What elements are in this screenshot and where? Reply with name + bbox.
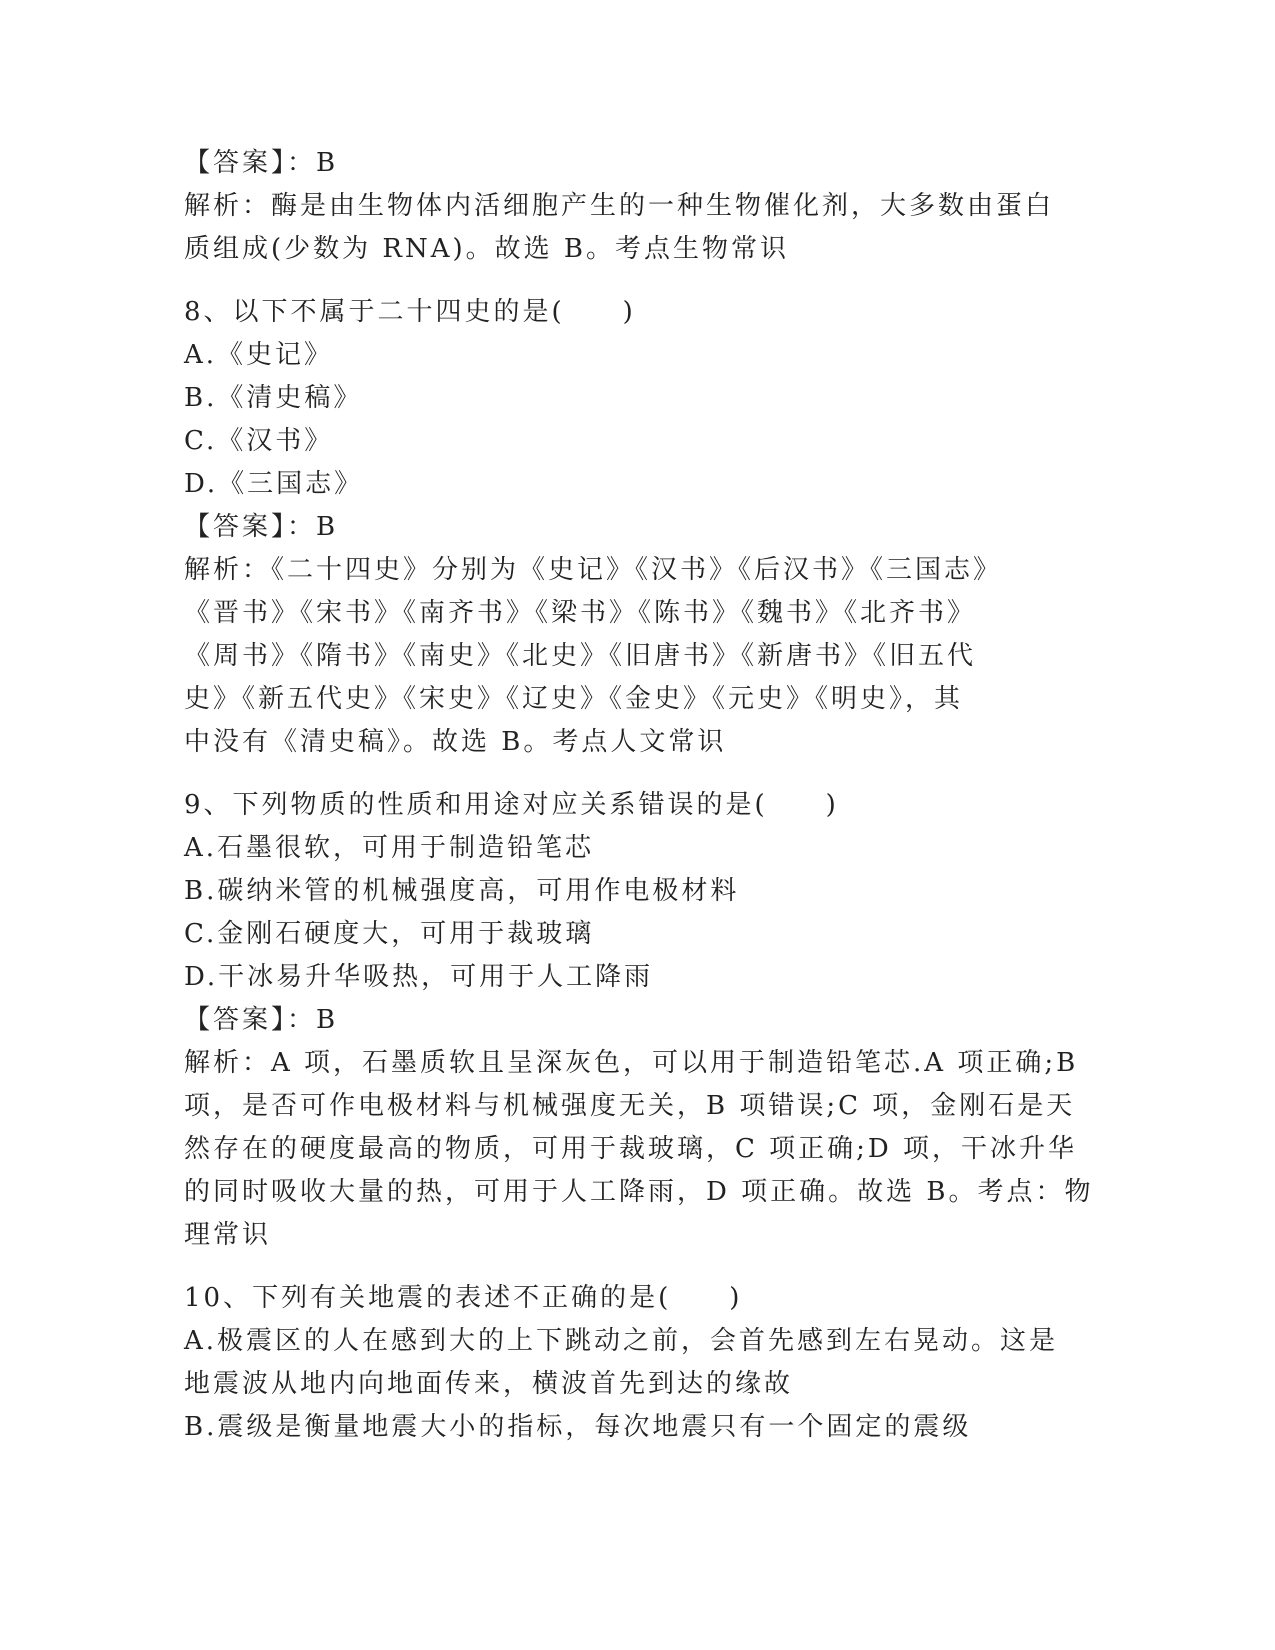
analysis-9-line-2: 项，是否可作电极材料与机械强度无关，B 项错误;C 项，金刚石是天 (184, 1091, 1076, 1121)
question-10-option-b: B.震级是衡量地震大小的指标，每次地震只有一个固定的震级 (184, 1412, 972, 1442)
question-9-option-b: B.碳纳米管的机械强度高，可用作电极材料 (184, 876, 740, 906)
answer-8: 【答案】：B (184, 512, 339, 542)
question-8-option-d: D.《三国志》 (184, 469, 364, 499)
document-page (184, 142, 1094, 1449)
analysis-9-line-5: 理常识 (184, 1220, 272, 1250)
analysis-8-line-5: 中没有《清史稿》。故选 B。考点人文常识 (184, 727, 727, 757)
question-10: 10、下列有关地震的表述不正确的是( ) (184, 1283, 743, 1313)
question-9-option-c: C.金刚石硬度大，可用于裁玻璃 (184, 919, 595, 949)
question-9-option-a: A.石墨很软，可用于制造铅笔芯 (184, 833, 595, 863)
question-9: 9、下列物质的性质和用途对应关系错误的是( ) (184, 790, 839, 820)
analysis-9-line-4: 的同时吸收大量的热，可用于人工降雨，D 项正确。故选 B。考点：物 (184, 1177, 1094, 1207)
analysis-8-line-2: 《晋书》《宋书》《南齐书》《梁书》《陈书》《魏书》《北齐书》 (184, 598, 977, 628)
analysis-8-line-1: 解析：《二十四史》分别为《史记》《汉书》《后汉书》《三国志》 (184, 555, 1003, 585)
analysis-7-line-2: 质组成(少数为 RNA)。故选 B。考点生物常识 (184, 234, 790, 264)
question-8: 8、以下不属于二十四史的是( ) (184, 297, 636, 327)
analysis-9-line-1: 解析：A 项，石墨质软且呈深灰色，可以用于制造铅笔芯.A 项正确;B (184, 1048, 1079, 1078)
analysis-9-line-3: 然存在的硬度最高的物质，可用于裁玻璃，C 项正确;D 项，干冰升华 (184, 1134, 1078, 1164)
answer-9: 【答案】：B (184, 1005, 339, 1035)
analysis-7-line-1: 解析：酶是由生物体内活细胞产生的一种生物催化剂，大多数由蛋白 (184, 191, 1055, 221)
question-9-option-d: D.干冰易升华吸热，可用于人工降雨 (184, 962, 654, 992)
question-10-option-a-line-2: 地震波从地内向地面传来，横波首先到达的缘故 (184, 1369, 794, 1399)
question-8-option-b: B.《清史稿》 (184, 383, 363, 413)
question-10-option-a-line-1: A.极震区的人在感到大的上下跳动之前，会首先感到左右晃动。这是 (184, 1326, 1059, 1356)
question-8-option-c: C.《汉书》 (184, 426, 334, 456)
answer-7: 【答案】：B (184, 148, 339, 178)
question-8-option-a: A.《史记》 (184, 340, 334, 370)
analysis-8-line-4: 史》《新五代史》《宋史》《辽史》《金史》《元史》《明史》，其 (184, 684, 964, 714)
analysis-8-line-3: 《周书》《隋书》《南史》《北史》《旧唐书》《新唐书》《旧五代 (184, 641, 977, 671)
